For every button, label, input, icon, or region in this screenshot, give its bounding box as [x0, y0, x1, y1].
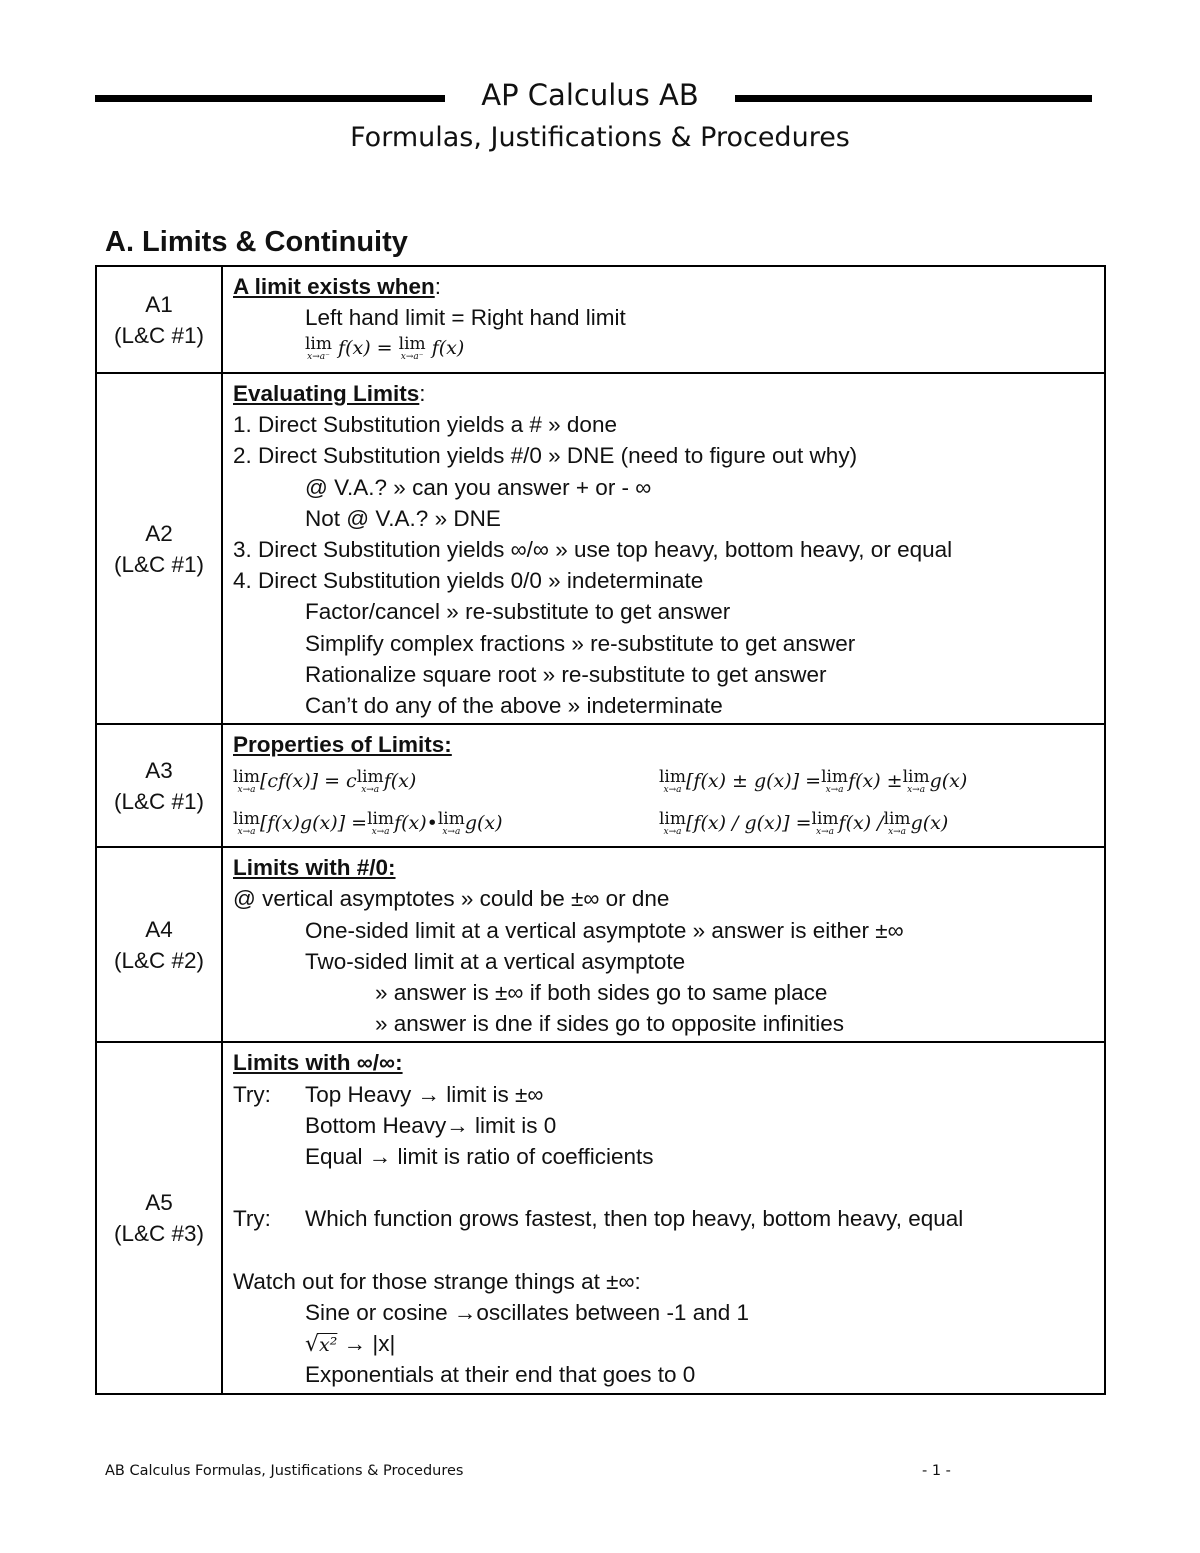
property-quotient — [659, 802, 1099, 844]
footer-title: AB Calculus Formulas, Justifications & Procedures — [105, 1463, 464, 1479]
row-id-cell — [96, 724, 222, 847]
function-text: f(x) — [338, 337, 371, 360]
title-rule-left — [95, 95, 445, 102]
property-product — [233, 802, 659, 844]
lim-word: lim — [659, 809, 686, 830]
table-row-a3 — [96, 724, 1105, 847]
row-id-cell — [96, 1042, 222, 1394]
row-line: 4. Direct Substitution yields 0/0 » indeterminate — [233, 568, 704, 594]
property-text: g(x) — [929, 770, 968, 793]
document-subtitle: Formulas, Justifications & Procedures — [350, 122, 850, 153]
formula-table — [95, 265, 1106, 1395]
row-content — [222, 724, 1105, 847]
row-line: Simplify complex fractions » re-substitute to get answer — [305, 630, 856, 656]
heading-colon: : — [419, 381, 426, 406]
lim-subscript: x→a — [888, 827, 907, 838]
lim-subscript: x→a⁻ — [307, 352, 330, 363]
row-line: 2. Direct Substitution yields #/0 » DNE (need to figure out why) — [233, 443, 858, 469]
function-text: f(x) — [431, 337, 465, 360]
property-text: f(x) / — [838, 812, 884, 835]
row-line: @ V.A.? » can you answer + or - ∞ — [305, 474, 652, 500]
row-content — [222, 847, 1105, 1042]
property-text: f(x) — [383, 770, 417, 793]
property-text: g(x) — [464, 812, 503, 835]
lim-subscript: x→a — [663, 827, 682, 838]
row-heading: Evaluating Limits — [233, 381, 420, 406]
row-id: A4 — [145, 916, 173, 942]
lim-word: lim — [233, 809, 260, 830]
lim-subscript: x→a — [371, 827, 390, 838]
row-ref: (L&C #3) — [113, 1221, 205, 1247]
table-row-a4 — [96, 847, 1105, 1042]
lim-word: lim — [398, 334, 426, 355]
row-line: → |x| — [343, 1331, 396, 1357]
lim-word: lim — [437, 809, 465, 830]
property-text: f(x)• — [394, 812, 438, 835]
row-heading: A limit exists when — [233, 274, 435, 299]
lim-subscript: x→a — [237, 785, 256, 796]
property-constant-multiple — [233, 760, 659, 802]
equals-sign: = — [376, 337, 393, 360]
property-text: [f(x)g(x)] = — [260, 812, 368, 835]
row-line: One-sided limit at a vertical asymptote » answer is either ±∞ — [305, 917, 904, 943]
row-content — [222, 373, 1105, 724]
property-text: [cf(x)] = c — [260, 770, 357, 793]
property-text: g(x) — [910, 812, 949, 835]
property-sum — [659, 760, 1099, 802]
row-line: Sine or cosine →oscillates between -1 and 1 — [305, 1299, 750, 1325]
row-line: 1. Direct Substitution yields a # » done — [233, 412, 617, 438]
row-ref: (L&C #1) — [113, 788, 205, 814]
row-line: » answer is ±∞ if both sides go to same place — [375, 980, 828, 1005]
row-id: A1 — [145, 291, 173, 317]
row-id: A5 — [145, 1190, 173, 1216]
property-text: f(x) ± — [848, 770, 903, 793]
table-row-a1 — [96, 266, 1105, 373]
row-ref: (L&C #2) — [113, 947, 205, 973]
lim-word: lim — [659, 767, 686, 788]
lim-subscript: x→a — [237, 827, 256, 838]
try-label: Try: — [233, 1081, 271, 1107]
sqrt-line — [233, 1328, 1104, 1359]
row-line: Top Heavy → limit is ±∞ — [305, 1081, 544, 1107]
row-id: A3 — [145, 757, 173, 783]
row-line: @ vertical asymptotes » could be ±∞ or dne — [233, 886, 670, 912]
try-line — [233, 1079, 1104, 1110]
lim-subscript: x→a — [816, 827, 835, 838]
row-heading: Limits with #/0: — [233, 855, 396, 881]
table-row-a5 — [96, 1042, 1105, 1394]
try-label: Try: — [233, 1206, 271, 1232]
title-row — [95, 78, 1095, 118]
property-text: [f(x) ± g(x)] = — [686, 770, 822, 793]
row-ref: (L&C #1) — [113, 551, 205, 577]
row-heading: Properties of Limits: — [233, 732, 452, 758]
lim-subscript: x→a — [663, 785, 682, 796]
lim-subscript: x→a⁻ — [400, 352, 424, 363]
row-id-cell — [96, 266, 222, 373]
row-line: » answer is dne if sides go to opposite infinities — [375, 1011, 845, 1037]
lim-word: lim — [883, 809, 911, 830]
lim-subscript: x→a — [825, 785, 844, 796]
row-heading: Limits with ∞/∞: — [233, 1050, 403, 1076]
row-line: Two-sided limit at a vertical asymptote — [305, 948, 686, 974]
row-line: Left hand limit = Right hand limit — [305, 305, 626, 331]
section-heading: A. Limits & Continuity — [105, 226, 408, 258]
property-text: [f(x) / g(x)] = — [686, 812, 812, 835]
limit-properties — [233, 760, 1104, 844]
lim-word: lim — [811, 809, 839, 830]
row-ref: (L&C #1) — [113, 322, 205, 348]
radicand: x² — [319, 1334, 338, 1357]
row-content — [222, 1042, 1105, 1394]
row-line: Which function grows fastest, then top heavy, bottom heavy, equal — [305, 1206, 964, 1232]
lim-word: lim — [902, 767, 930, 788]
lim-word: lim — [233, 767, 260, 788]
row-content — [222, 266, 1105, 373]
row-id-cell — [96, 373, 222, 724]
table-row-a2 — [96, 373, 1105, 724]
row-line: Not @ V.A.? » DNE — [305, 505, 501, 531]
heading-colon: : — [434, 274, 441, 299]
row-line: Watch out for those strange things at ±∞: — [233, 1268, 641, 1294]
row-line: Equal → limit is ratio of coefficients — [305, 1143, 654, 1169]
lim-subscript: x→a — [442, 827, 461, 838]
page-number: - 1 - — [922, 1463, 951, 1479]
row-id: A2 — [145, 520, 173, 546]
row-line: Can’t do any of the above » indeterminate — [305, 692, 723, 718]
document-title: AP Calculus AB — [481, 78, 699, 112]
try-line — [233, 1203, 1104, 1234]
row-line: Exponentials at their end that goes to 0 — [305, 1362, 696, 1388]
lim-subscript: x→a — [361, 785, 380, 796]
blank-line — [233, 1172, 1104, 1203]
row-line: Rationalize square root » re-substitute to get answer — [305, 661, 827, 687]
lim-word: lim — [356, 767, 384, 788]
lim-subscript: x→a — [907, 785, 926, 796]
row-line: 3. Direct Substitution yields ∞/∞ » use top heavy, bottom heavy, or equal — [233, 536, 953, 562]
lim-word: lim — [367, 809, 395, 830]
sqrt-icon: √ — [305, 1332, 320, 1358]
lim-word: lim — [821, 767, 849, 788]
row-id-cell — [96, 847, 222, 1042]
lim-word: lim — [305, 334, 332, 355]
title-rule-right — [735, 95, 1092, 102]
row-line: Bottom Heavy→ limit is 0 — [305, 1112, 557, 1138]
limit-equality-formula — [233, 333, 1104, 364]
blank-line — [233, 1235, 1104, 1266]
row-line: Factor/cancel » re-substitute to get answer — [305, 599, 731, 625]
